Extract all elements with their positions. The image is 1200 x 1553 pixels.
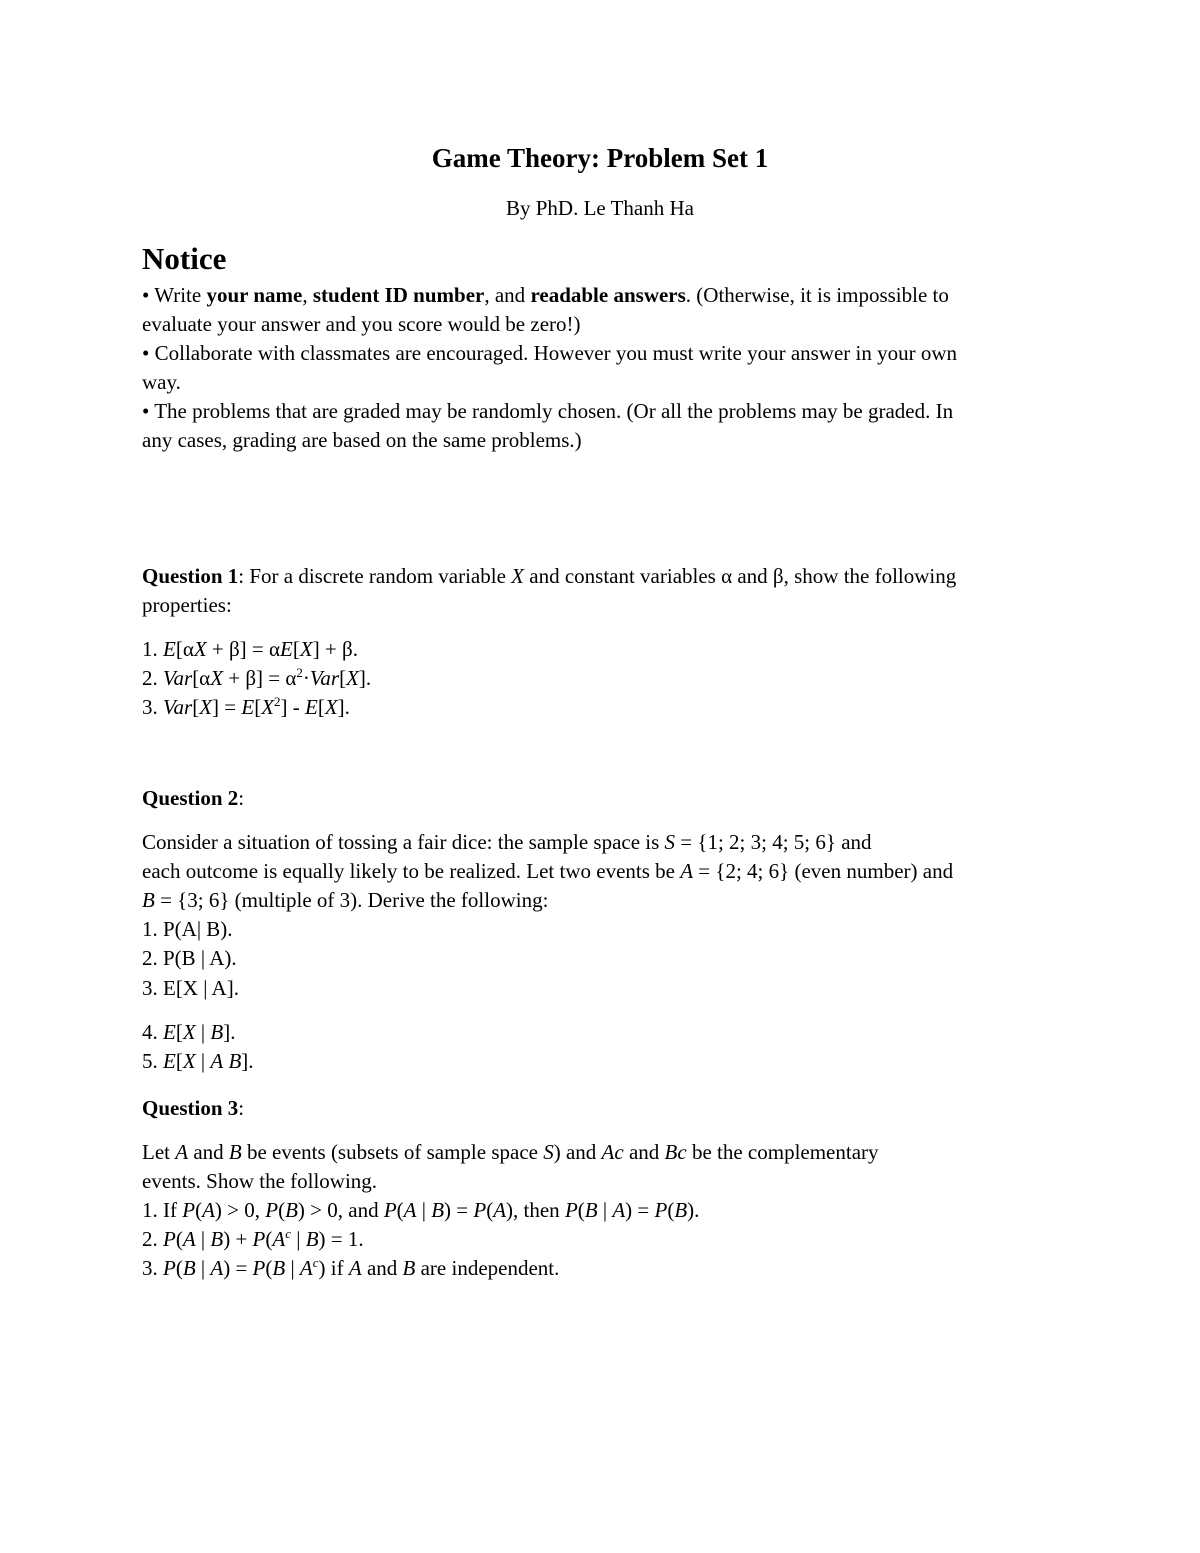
question-2-text-line-1: Consider a situation of tossing a fair dice: the sample space is S = {1; 2; 3; 4; 5; 6} and xyxy=(142,830,872,854)
question-3-heading: Question 3: xyxy=(142,1096,245,1120)
question-1-prompt: Question 1: For a discrete random variable X and constant variables α and β, show the following xyxy=(142,564,957,588)
notice-bullet-3-line-2: any cases, grading are based on the same problems.) xyxy=(142,428,582,452)
notice-bullet-1-line-1: • Write your name, student ID number, and readable answers. (Otherwise, it is impossible to xyxy=(142,283,949,307)
question-1-prompt-line-2: properties: xyxy=(142,593,232,617)
question-2-heading: Question 2: xyxy=(142,786,245,810)
question-1-item-2: 2. $Var[\alpha X + \beta] = \alpha^2\cdot Var[X]$. xyxy=(142,665,372,690)
question-3-text-line-2: events. Show the following. xyxy=(142,1169,378,1193)
question-1-item-1: 1. E[αX + β] = αE[X] + β. xyxy=(142,637,358,661)
question-1-item-3: 3. $Var[X] = E[X^2] - E[X]$. xyxy=(142,694,350,719)
question-2-item-4: 4. E[X | B]. xyxy=(142,1020,236,1044)
document-title: Game Theory: Problem Set 1 xyxy=(431,143,769,173)
question-3-item-1: 1. If P(A) > 0, P(B) > 0, and P(A | B) = P(A), then P(B | A) = P(B). xyxy=(142,1198,700,1222)
question-2-item-3: 3. E[X | A]. xyxy=(142,976,239,1000)
question-2-item-2: 2. P(B | A). xyxy=(142,946,237,970)
notice-bullet-1-line-2: evaluate your answer and you score would be zero!) xyxy=(142,312,581,336)
notice-bullet-2-line-1: • Collaborate with classmates are encouraged. However you must write your answer in your own xyxy=(142,341,958,365)
notice-bullet-3-line-1: • The problems that are graded may be randomly chosen. (Or all the problems may be graded. In xyxy=(142,399,954,423)
notice-bullet-2-line-2: way. xyxy=(142,370,181,394)
question-2-item-5: 5. E[X | A B]. xyxy=(142,1049,254,1073)
notice-heading: Notice xyxy=(142,241,227,276)
question-2-item-1: 1. P(A| B). xyxy=(142,917,233,941)
question-2-text-line-3: B = {3; 6} (multiple of 3). Derive the following: xyxy=(142,888,549,912)
question-3-text-line-1: Let A and B be events (subsets of sample space S) and Ac and Bc be the complementary xyxy=(142,1140,879,1164)
question-2-text-line-2: each outcome is equally likely to be realized. Let two events be A = {2; 4; 6} (even number) and xyxy=(142,859,954,883)
document-author: By PhD. Le Thanh Ha xyxy=(505,196,694,220)
question-3-item-2: 2. P(A | $B) + P(A^c$ | B) = 1. xyxy=(142,1226,364,1251)
question-3-item-3: 3. P(B | A) = P(B | $A^c$) if A and B are independent. xyxy=(142,1255,560,1280)
